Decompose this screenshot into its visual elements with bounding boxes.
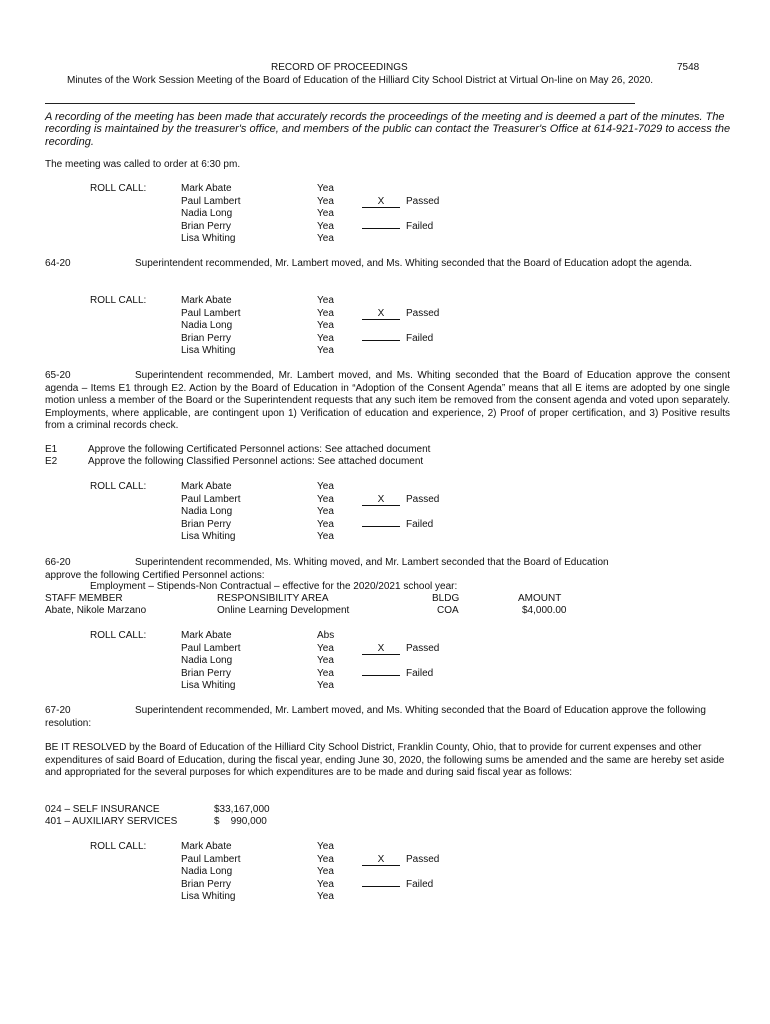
roll-call-block <box>90 295 490 358</box>
recording-note: A recording of the meeting has been made that accurately records the proceedings of the meeting and is deemed a part of the minutes. The recording is maintained by the treasurer's office, and members of the public can contact the Treasurer's Office at 614-921-7029 to access the recording. <box>45 111 731 148</box>
vote-value: Yea <box>317 878 334 890</box>
vote-value: Yea <box>317 233 334 244</box>
consent-item-text: Approve the following Classified Personnel actions: See attached document <box>88 456 424 467</box>
vote-value: Yea <box>317 220 334 232</box>
resolution-66-20 <box>45 557 645 582</box>
fund-name: 401 – AUXILIARY SERVICES <box>45 816 178 827</box>
vote-value: Yea <box>317 891 334 902</box>
vote-value: Yea <box>317 667 334 679</box>
member-names <box>181 841 240 904</box>
table-header-amount: AMOUNT <box>518 593 562 604</box>
member-name: Paul Lambert <box>181 307 241 319</box>
passed-mark: X <box>362 309 400 320</box>
failed-line <box>362 519 433 532</box>
member-name: Mark Abate <box>181 841 232 852</box>
table-header-area: RESPONSIBILITY AREA <box>217 593 329 604</box>
roll-call-label: ROLL CALL: <box>90 841 147 852</box>
member-name: Mark Abate <box>181 481 232 492</box>
passed-label: Passed <box>406 642 440 654</box>
failed-label: Failed <box>406 878 434 890</box>
page-number: 7548 <box>677 62 700 73</box>
member-name: Lisa Whiting <box>181 680 236 691</box>
failed-mark <box>362 526 400 527</box>
consent-item-code: E1 <box>45 444 58 455</box>
member-name: Mark Abate <box>181 630 232 641</box>
page-title: RECORD OF PROCEEDINGS <box>271 62 408 73</box>
vote-value: Yea <box>317 866 334 877</box>
vote-value: Yea <box>317 295 334 306</box>
failed-line <box>362 221 433 234</box>
resolution-64-20 <box>45 258 730 271</box>
vote-value: Yea <box>317 680 334 691</box>
member-names <box>181 630 240 693</box>
passed-mark: X <box>362 197 400 208</box>
member-name: Lisa Whiting <box>181 345 236 356</box>
table-header-staff: STAFF MEMBER <box>45 593 123 604</box>
header-divider <box>45 103 635 104</box>
resolution-number: 65-20 <box>45 370 71 381</box>
member-name: Paul Lambert <box>181 853 241 865</box>
passed-line <box>362 854 439 867</box>
roll-call-label: ROLL CALL: <box>90 295 147 306</box>
passed-mark: X <box>362 855 400 866</box>
passed-label: Passed <box>406 307 440 319</box>
member-names <box>181 183 240 246</box>
member-votes <box>317 481 334 544</box>
member-votes <box>317 630 334 693</box>
member-name: Nadia Long <box>181 208 233 219</box>
member-votes <box>317 841 334 904</box>
vote-value: Yea <box>317 531 334 542</box>
vote-value: Yea <box>317 345 334 356</box>
passed-label: Passed <box>406 195 440 207</box>
vote-value: Yea <box>317 493 334 505</box>
call-to-order: The meeting was called to order at 6:30 pm. <box>45 159 241 170</box>
consent-item-code: E2 <box>45 456 58 467</box>
vote-value: Yea <box>317 506 334 517</box>
table-cell-amount: $4,000.00 <box>522 605 567 616</box>
table-header-bldg: BLDG <box>432 593 460 604</box>
member-name: Nadia Long <box>181 866 233 877</box>
vote-value: Yea <box>317 332 334 344</box>
vote-value: Yea <box>317 307 334 319</box>
resolution-number: 67-20 <box>45 705 71 716</box>
vote-value: Abs <box>317 630 335 641</box>
passed-line <box>362 494 439 507</box>
vote-value: Yea <box>317 208 334 219</box>
member-name: Paul Lambert <box>181 642 241 654</box>
member-name: Nadia Long <box>181 655 233 666</box>
roll-call-label: ROLL CALL: <box>90 183 147 194</box>
resolution-65-20 <box>45 370 730 433</box>
member-name: Nadia Long <box>181 506 233 517</box>
member-name: Lisa Whiting <box>181 531 236 542</box>
member-name: Lisa Whiting <box>181 891 236 902</box>
member-name: Brian Perry <box>181 518 232 530</box>
passed-mark: X <box>362 495 400 506</box>
failed-mark <box>362 675 400 676</box>
table-cell-area: Online Learning Development <box>217 605 350 616</box>
fund-amount: $33,167,000 <box>214 804 270 815</box>
roll-call-label: ROLL CALL: <box>90 481 147 492</box>
failed-label: Failed <box>406 667 434 679</box>
vote-value: Yea <box>317 853 334 865</box>
roll-call-block <box>90 481 490 544</box>
fund-name: 024 – SELF INSURANCE <box>45 804 160 815</box>
employment-line: Employment – Stipends-Non Contractual – effective for the 2020/2021 school year: <box>90 581 458 592</box>
failed-line <box>362 668 433 681</box>
member-names <box>181 481 240 544</box>
member-name: Brian Perry <box>181 878 232 890</box>
table-cell-bldg: COA <box>437 605 459 616</box>
passed-line <box>362 308 439 321</box>
passed-label: Passed <box>406 853 440 865</box>
resolution-67-20 <box>45 705 730 730</box>
fund-amount: $ 990,000 <box>214 816 267 827</box>
failed-mark <box>362 886 400 887</box>
vote-value: Yea <box>317 195 334 207</box>
resolution-number: 64-20 <box>45 258 71 269</box>
member-name: Brian Perry <box>181 220 232 232</box>
resolution-text: Superintendent recommended, Mr. Lambert moved, and Ms. Whiting seconded that the Board of Education adopt the agenda. <box>135 258 693 269</box>
resolution-text: Superintendent recommended, Ms. Whiting moved, and Mr. Lambert seconded that the Board of Education approve the following Certified Personnel actions: <box>45 557 609 581</box>
vote-value: Yea <box>317 655 334 666</box>
meeting-subtitle: Minutes of the Work Session Meeting of the Board of Education of the Hilliard City School District at Virtual On-line on May 26, 2020. <box>67 75 654 86</box>
vote-value: Yea <box>317 841 334 852</box>
passed-mark: X <box>362 644 400 655</box>
roll-call-label: ROLL CALL: <box>90 630 147 641</box>
passed-line <box>362 196 439 209</box>
member-votes <box>317 295 334 358</box>
member-name: Paul Lambert <box>181 195 241 207</box>
roll-call-block <box>90 183 490 246</box>
roll-call-block <box>90 630 490 693</box>
member-names <box>181 295 240 358</box>
member-name: Brian Perry <box>181 667 232 679</box>
member-name: Nadia Long <box>181 320 233 331</box>
vote-value: Yea <box>317 183 334 194</box>
member-votes <box>317 183 334 246</box>
failed-line <box>362 879 433 892</box>
failed-mark <box>362 228 400 229</box>
member-name: Brian Perry <box>181 332 232 344</box>
resolution-number: 66-20 <box>45 557 71 568</box>
be-it-resolved: BE IT RESOLVED by the Board of Education of the Hilliard City School District, Franklin County, Ohio, that to provide for current expenses and other expenditures of said Board of Education, during the fiscal year, ending June 30, 2020, the following sums be amended and the same are hereby set aside and appropriated for the several purposes for which expenditures are to be made and during said fiscal year as follows: <box>45 742 725 778</box>
member-name: Paul Lambert <box>181 493 241 505</box>
consent-item-text: Approve the following Certificated Personnel actions: See attached document <box>88 444 431 455</box>
roll-call-block <box>90 841 490 904</box>
passed-line <box>362 643 439 656</box>
member-name: Mark Abate <box>181 295 232 306</box>
resolution-text: Superintendent recommended, Mr. Lambert moved, and Ms. Whiting seconded that the Board of Education approve the following resolution: <box>45 705 706 729</box>
failed-label: Failed <box>406 518 434 530</box>
vote-value: Yea <box>317 518 334 530</box>
failed-mark <box>362 340 400 341</box>
failed-label: Failed <box>406 220 434 232</box>
vote-value: Yea <box>317 320 334 331</box>
member-name: Mark Abate <box>181 183 232 194</box>
failed-label: Failed <box>406 332 434 344</box>
failed-line <box>362 333 433 346</box>
passed-label: Passed <box>406 493 440 505</box>
member-name: Lisa Whiting <box>181 233 236 244</box>
table-cell-staff: Abate, Nikole Marzano <box>45 605 147 616</box>
resolution-text: Superintendent recommended, Mr. Lambert moved, and Ms. Whiting seconded that the Board of Education approve the consent agenda – Items E1 through E2. Action by the Board of Education in “Adoption of the Consent Agenda” means that all E items are adopted by one single motion unless a member of the Board or the Superintendent requests that any such item be removed from the consent agenda and voted upon separately. Employments, where applicable, are contingent upon 1) Verification of education and experience, 2) Proof of proper certification, and 3) Positive results from a criminal records check. <box>45 370 730 431</box>
vote-value: Yea <box>317 642 334 654</box>
vote-value: Yea <box>317 481 334 492</box>
